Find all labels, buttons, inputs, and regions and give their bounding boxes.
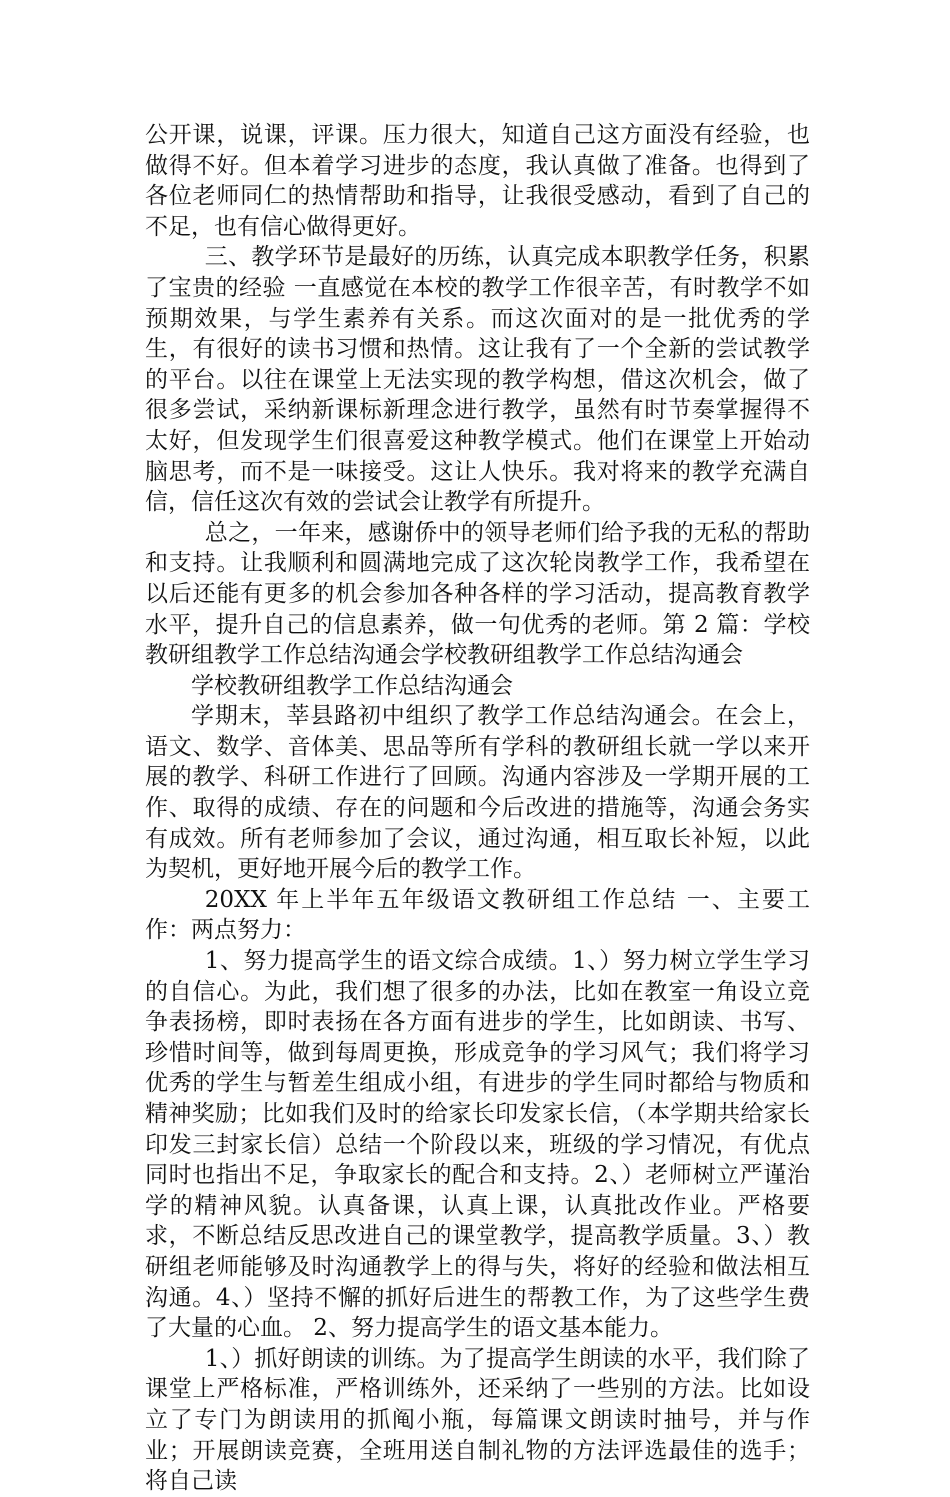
paragraph-3: 总之，一年来，感谢侨中的领导老师们给予我的无私的帮助和支持。让我顺利和圆满地完成了这次轮岗教学工作，我希望在以后还能有更多的机会参加各种各样的学习活动，提高教育教学水平，提升自己的信息素养，做一句优秀的老师。第 2 篇：学校教研组教学工作总结沟通会学校教研组教学工作总结沟通会 bbox=[145, 519, 810, 669]
paragraph-1: 公开课，说课，评课。压力很大，知道自己这方面没有经验，也做得不好。但本着学习进步的态度，我认真做了准备。也得到了各位老师同仁的热情帮助和指导，让我很受感动，看到了自己的不足，也有信心做得更好。 bbox=[145, 122, 810, 240]
paragraph-7: 1、努力提高学生的语文综合成绩。1、）努力树立学生学习的自信心。为此，我们想了很多的办法，比如在教室一角设立竞争表扬榜，即时表扬在各方面有进步的学生，比如朗读、书写、珍惜时间等，做到每周更换，形成竞争的学习风气；我们将学习优秀的学生与暂差生组成小组，有进步的学生同时都给与物质和精神奖励；比如我们及时的给家长印发家长信，（本学期共给家长印发三封家长信）总结一个阶段以来，班级的学习情况，有优点同时也指出不足，争取家长的配合和支持。2、）老师树立严谨治学的精神风貌。认真备课，认真上课，认真批改作业。严格要求，不断总结反思改进自己的课堂教学，提高教学质量。3、）教研组老师能够及时沟通教学上的得与失，将好的经验和做法相互沟通。4、）坚持不懈的抓好后进生的帮教工作，为了这些学生费了大量的心血。 2、努力提高学生的语文基本能力。 bbox=[145, 948, 810, 1342]
paragraph-8: 1、）抓好朗读的训练。为了提高学生朗读的水平，我们除了课堂上严格标准，严格训练外，还采纳了一些别的方法。比如设立了专门为朗读用的抓阄小瓶，每篇课文朗读时抽号，并与作业；开展朗读竞赛，全班用送自制礼物的方法评选最佳的选手；将自己读 bbox=[145, 1345, 810, 1495]
paragraph-4: 学校教研组教学工作总结沟通会 bbox=[191, 672, 513, 699]
paragraph-2: 三、教学环节是最好的历练，认真完成本职教学任务，积累了宝贵的经验 一直感觉在本校的教学工作很辛苦，有时教学不如预期效果，与学生素养有关系。而这次面对的是一批优秀的学生，有很好的读书习惯和热情。这让我有了一个全新的尝试教学的平台。以往在课堂上无法实现的教学构想，借这次机会，做了很多尝试，采纳新课标新理念进行教学，虽然有时节奏掌握得不太好，但发现学生们很喜爱这种教学模式。他们在课堂上开始动脑思考，而不是一味接受。这让人快乐。我对将来的教学充满自信，信任这次有效的尝试会让教学有所提升。 bbox=[145, 244, 810, 516]
paragraph-5: 学期末，莘县路初中组织了教学工作总结沟通会。在会上，语文、数学、音体美、思品等所有学科的教研组长就一学以来开展的教学、科研工作进行了回顾。沟通内容涉及一学期开展的工作、取得的成绩、存在的问题和今后改进的措施等，沟通会务实有成效。所有老师参加了会议，通过沟通，相互取长补短，以此为契机，更好地开展今后的教学工作。 bbox=[145, 703, 810, 883]
paragraph-6: 20XX 年上半年五年级语文教研组工作总结 一、主要工作：两点努力： bbox=[145, 886, 810, 944]
document-page bbox=[145, 120, 810, 1497]
